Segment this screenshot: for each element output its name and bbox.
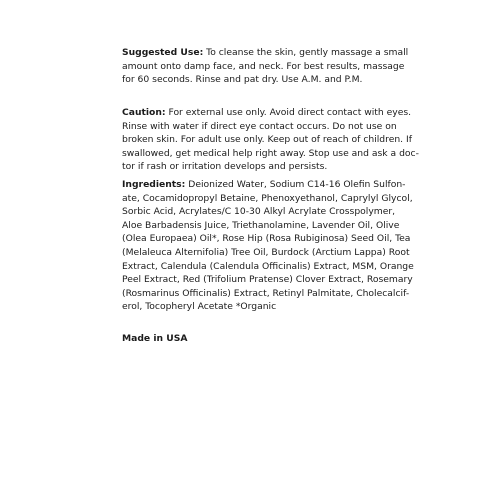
caution-line-3: broken skin. For adult use only. Keep out of reach of children. If [122,134,412,146]
ingredients-line-7: Extract, Calendula (Calendula Officinalis) Extract, MSM, Orange [122,260,414,272]
made-in-section [122,332,384,346]
caution-section [122,106,419,174]
caution-text: For external use only. Avoid direct contact with eyes. [165,107,412,118]
suggested-use-line-3: for 60 seconds. Rinse and pat dry. Use A.M. and P.M. [122,74,363,86]
ingredients-line-5: (Olea Europaea) Oil*, Rose Hip (Rosa Rubiginosa) Seed Oil, Tea [122,233,411,245]
ingredients-label: Ingredients: [122,179,186,190]
suggested-use-text: To cleanse the skin, gently massage a small [203,47,409,58]
suggested-use-line-1 [122,46,409,60]
made-in-label: Made in USA [122,333,188,344]
caution-line-5: tor if rash or irritation develops and persists. [122,161,328,173]
ingredients-line-8: Peel Extract, Red (Trifolium Pratense) Clover Extract, Rosemary [122,274,413,286]
ingredients-line-6: (Melaleuca Alternifolia) Tree Oil, Burdock (Arctium Lappa) Root [122,246,410,258]
caution-line-1 [122,106,412,120]
ingredients-text: Deionized Water, Sodium C14-16 Olefin Sulfon- [185,179,406,190]
ingredients-line-9: (Rosmarinus Officinalis) Extract, Retinyl Palmitate, Cholecalcif- [122,287,410,299]
suggested-use-line-2: amount onto damp face, and neck. For best results, massage [122,60,405,72]
ingredients-line-4: Aloe Barbadensis Juice, Triethanolamine, Lavender Oil, Olive [122,219,400,231]
suggested-use-section [122,46,409,87]
ingredients-line-2: ate, Cocamidopropyl Betaine, Phenoxyethanol, Caprylyl Glycol, [122,192,413,204]
ingredients-line-10: erol, Tocopheryl Acetate *Organic [122,301,277,313]
ingredients-line-3: Sorbic Acid, Acrylates/C 10-30 Alkyl Acrylate Crosspolymer, [122,206,396,218]
ingredients-section [122,178,414,314]
caution-line-2: Rinse with water if direct eye contact occurs. Do not use on [122,120,397,132]
ingredients-line-1 [122,178,406,192]
caution-label: Caution: [122,107,166,118]
suggested-use-label: Suggested Use: [122,47,204,58]
caution-line-4: swallowed, get medical help right away. Stop use and ask a doc- [122,147,419,159]
